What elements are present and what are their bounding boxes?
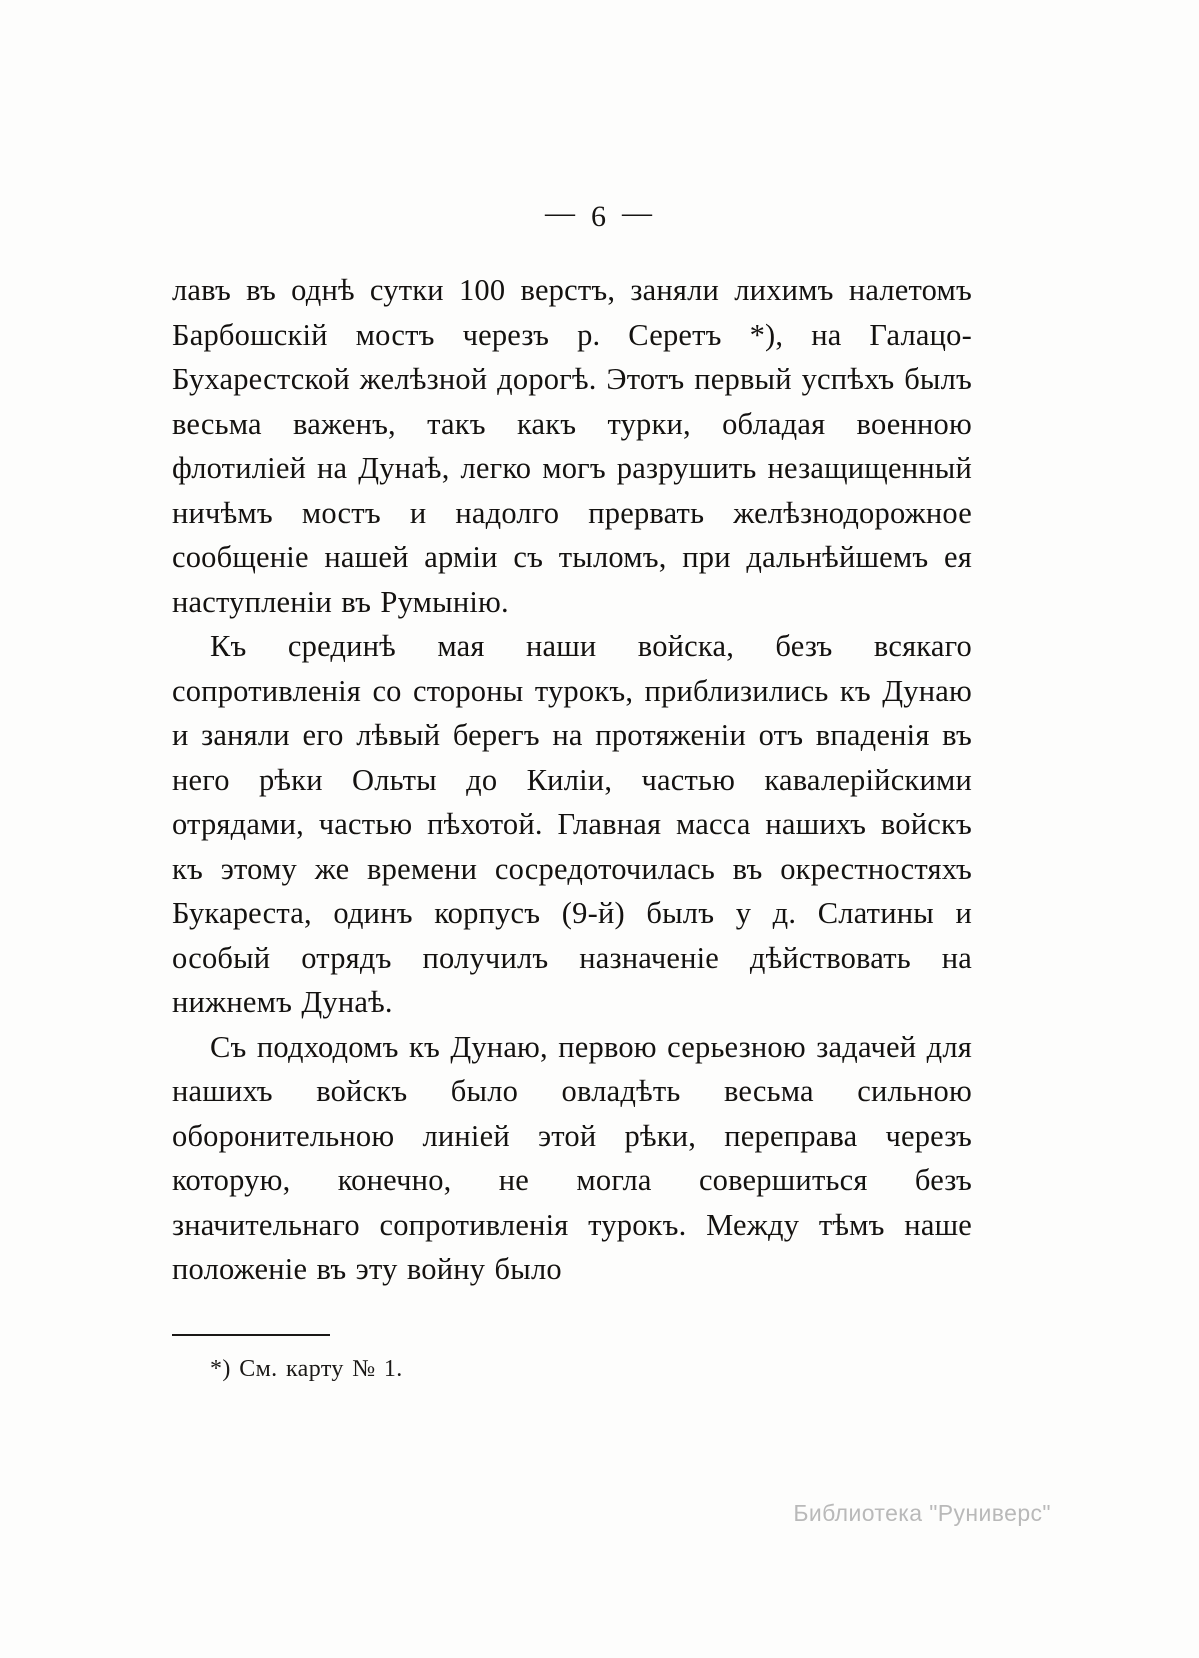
- paragraph: [172, 268, 972, 624]
- library-watermark: Библиотека "Руниверс": [793, 1500, 1051, 1526]
- paragraph-text: Къ срединѣ мая наши войска, безъ всякаго сопротивленія со стороны турокъ, приблизились къ Дунаю и заняли его лѣвый берегъ на протяженіи отъ впаденія въ него рѣки Ольты до Киліи, частью кавалерійскими отрядами, частью пѣхотой. Главная масса нашихъ войскъ къ этому же времени сосредоточилась въ окрестностяхъ Букареста, одинъ корпусъ (9-й) былъ у д. Слатины и особый отрядъ получилъ назначеніе дѣйствовать на нижнемъ Дунаѣ.: [172, 629, 972, 1019]
- paragraph-text: лавъ въ однѣ сутки 100 верстъ, заняли лихимъ налетомъ Барбошскій мостъ черезъ р. Серетъ *), на Галацо-Бухарестской желѣзной дорогѣ. Этотъ первый успѣхъ былъ весьма важенъ, такъ какъ турки, обладая военною флотиліей на Дунаѣ, легко могъ разрушить незащищенный ничѣмъ мостъ и надолго прервать желѣзнодорожное сообщеніе нашей арміи съ тыломъ, при дальнѣйшемъ ея наступленіи въ Румынію.: [172, 273, 972, 619]
- page-number-value: 6: [591, 200, 608, 233]
- paragraph-text: Съ подходомъ къ Дунаю, первою серьезною задачей для нашихъ войскъ было овладѣть весьма сильною оборонительною линіей этой рѣки, переправа черезъ которую, конечно, не могла совершиться безъ значительнаго сопротивленія турокъ. Между тѣмъ наше положеніе въ эту войну было: [172, 1029, 972, 1286]
- paragraph: [172, 1025, 972, 1292]
- footnote: *) См. карту № 1.: [210, 1356, 403, 1382]
- body-text: [172, 268, 972, 1292]
- footnote-separator: [172, 1334, 330, 1336]
- page-number-dash-right: —: [622, 196, 654, 229]
- page-number: [0, 196, 1199, 234]
- paragraph: [172, 624, 972, 1025]
- page-number-dash-left: —: [545, 196, 577, 229]
